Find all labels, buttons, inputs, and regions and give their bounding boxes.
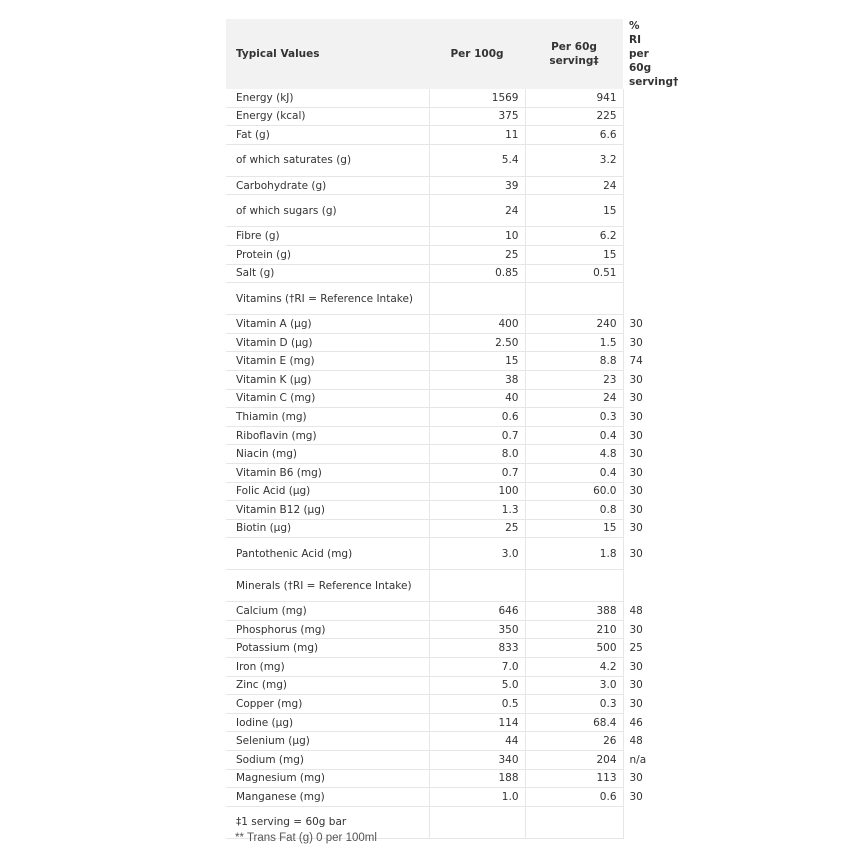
per-100g-value: 38 [429,370,525,389]
per-100g-value: 400 [429,315,525,334]
per-60g-value [525,283,623,315]
per-60g-value [525,806,623,838]
nutrient-name: Vitamin E (mg) [226,352,429,371]
nutrient-name: Zinc (mg) [226,676,429,695]
per-60g-value: 240 [525,315,623,334]
per-100g-value: 1.3 [429,501,525,520]
table-row: Vitamin K (µg) 38 23 30 [226,370,623,389]
per-100g-value: 39 [429,176,525,195]
per-100g-value: 833 [429,639,525,658]
per-100g-value: 25 [429,519,525,538]
table-row: Biotin (µg) 25 15 30 [226,519,623,538]
table-row [226,126,623,145]
nutrient-name: Fat (g) [226,126,429,145]
nutrient-name: Carbohydrate (g) [226,176,429,195]
per-100g-value: 24 [429,195,525,227]
header-per-60g-serving: Per 60g serving‡ [525,19,623,89]
table-row: Vitamin E (mg) 15 8.8 74 [226,352,623,371]
table-row [226,264,623,283]
per-60g-value: 15 [525,245,623,264]
table-row: Pantothenic Acid (mg) 3.0 1.8 30 [226,538,623,570]
table-row [226,107,623,126]
per-60g-value: 0.3 [525,408,623,427]
nutrient-name: Phosphorus (mg) [226,620,429,639]
table-row: Manganese (mg) 1.0 0.6 30 [226,788,623,807]
per-60g-value: 0.4 [525,463,623,482]
per-60g-value: 23 [525,370,623,389]
table-row: Vitamin B12 (µg) 1.3 0.8 30 [226,501,623,520]
nutrient-name: Minerals (†RI = Reference Intake) [226,570,429,602]
per-60g-value: 113 [525,769,623,788]
per-60g-value [525,570,623,602]
per-100g-value: 188 [429,769,525,788]
table-header [226,19,679,89]
nutrient-name: Fibre (g) [226,227,429,246]
per-100g-value: 0.7 [429,426,525,445]
nutrient-name: Sodium (mg) [226,751,429,770]
per-100g-value: 8.0 [429,445,525,464]
table-row: Folic Acid (µg) 100 60.0 30 [226,482,623,501]
per-60g-value: 26 [525,732,623,751]
nutrient-name: Calcium (mg) [226,602,429,621]
per-100g-value: 100 [429,482,525,501]
per-100g-value: 0.85 [429,264,525,283]
table-row: Vitamin D (µg) 2.50 1.5 30 [226,333,623,352]
per-100g-value: 0.5 [429,695,525,714]
per-100g-value: 11 [429,126,525,145]
nutrient-name: Selenium (µg) [226,732,429,751]
table-row: Phosphorus (mg) 350 210 30 [226,620,623,639]
trans-fat-footnote: ** Trans Fat (g) 0 per 100ml [235,832,377,844]
table-row: Selenium (µg) 44 26 48 [226,732,623,751]
per-60g-value: 225 [525,107,623,126]
per-100g-value: 0.6 [429,408,525,427]
per-60g-value: 4.2 [525,658,623,677]
per-60g-value: 500 [525,639,623,658]
per-100g-value: 40 [429,389,525,408]
table-row [226,195,623,227]
per-100g-value: 0.7 [429,463,525,482]
nutrient-name: of which sugars (g) [226,195,429,227]
table-row: Iodine (µg) 114 68.4 46 [226,713,623,732]
table-row: Zinc (mg) 5.0 3.0 30 [226,676,623,695]
per-60g-value: 60.0 [525,482,623,501]
table-row [226,245,623,264]
per-60g-value: 24 [525,389,623,408]
nutrient-name: Iodine (µg) [226,713,429,732]
header-typical-values: Typical Values [226,19,429,89]
per-60g-value: 0.8 [525,501,623,520]
per-100g-value [429,283,525,315]
per-60g-value: 68.4 [525,713,623,732]
per-100g-value: 25 [429,245,525,264]
table-row: Sodium (mg) 340 204 n/a [226,751,623,770]
table-row: Riboflavin (mg) 0.7 0.4 30 [226,426,623,445]
nutrient-name: of which saturates (g) [226,144,429,176]
per-60g-value: 0.6 [525,788,623,807]
nutrient-name: Vitamin B6 (mg) [226,463,429,482]
nutrient-name: Pantothenic Acid (mg) [226,538,429,570]
per-100g-value: 5.0 [429,676,525,695]
nutrient-name: Copper (mg) [226,695,429,714]
per-60g-value: 8.8 [525,352,623,371]
per-100g-value: 7.0 [429,658,525,677]
per-100g-value [429,570,525,602]
per-60g-value: 0.51 [525,264,623,283]
per-100g-value: 350 [429,620,525,639]
nutrient-name: Energy (kJ) [226,89,429,107]
per-100g-value: 44 [429,732,525,751]
per-100g-value: 15 [429,352,525,371]
per-100g-value: 340 [429,751,525,770]
per-100g-value: 375 [429,107,525,126]
per-60g-value: 941 [525,89,623,107]
nutrient-name: Vitamin C (mg) [226,389,429,408]
per-60g-value: 24 [525,176,623,195]
nutrient-name: Thiamin (mg) [226,408,429,427]
per-60g-value: 210 [525,620,623,639]
table-row: Vitamin A (µg) 400 240 30 [226,315,623,334]
nutrient-name: Potassium (mg) [226,639,429,658]
per-60g-value: 15 [525,519,623,538]
nutrient-name: ‡1 serving = 60g bar [226,806,429,838]
per-100g-value: 3.0 [429,538,525,570]
table-row [226,176,623,195]
per-60g-value: 3.2 [525,144,623,176]
per-60g-value: 3.0 [525,676,623,695]
nutrient-name: Folic Acid (µg) [226,482,429,501]
per-60g-value: 388 [525,602,623,621]
table-row [226,227,623,246]
nutrient-name: Biotin (µg) [226,519,429,538]
nutrient-name: Salt (g) [226,264,429,283]
per-100g-value [429,806,525,838]
nutrient-name: Riboflavin (mg) [226,426,429,445]
per-60g-value: 1.5 [525,333,623,352]
table-row: Calcium (mg) 646 388 48 [226,602,623,621]
per-100g-value: 114 [429,713,525,732]
nutrient-name: Vitamins (†RI = Reference Intake) [226,283,429,315]
table-row [226,283,623,315]
table-row [226,570,623,602]
per-100g-value: 1569 [429,89,525,107]
per-60g-value: 204 [525,751,623,770]
nutrient-name: Vitamin A (µg) [226,315,429,334]
nutrient-name: Vitamin K (µg) [226,370,429,389]
header-row: Typical Values Per 100g Per 60g serving‡ % RI per 60g serving† [226,19,623,89]
nutrient-name: Vitamin B12 (µg) [226,501,429,520]
nutrient-name: Niacin (mg) [226,445,429,464]
per-100g-value: 646 [429,602,525,621]
header-per-100g: Per 100g [429,19,525,89]
nutrient-name: Vitamin D (µg) [226,333,429,352]
per-60g-value: 0.4 [525,426,623,445]
nutrient-name: Manganese (mg) [226,788,429,807]
table-row: Thiamin (mg) 0.6 0.3 30 [226,408,623,427]
per-100g-value: 2.50 [429,333,525,352]
nutrient-name: Energy (kcal) [226,107,429,126]
per-60g-value: 6.2 [525,227,623,246]
per-60g-value: 6.6 [525,126,623,145]
table-row: Niacin (mg) 8.0 4.8 30 [226,445,623,464]
per-100g-value: 5.4 [429,144,525,176]
table-row [226,144,623,176]
table-row [226,89,623,107]
nutrient-name: Protein (g) [226,245,429,264]
per-60g-value: 0.3 [525,695,623,714]
table-row: Vitamin B6 (mg) 0.7 0.4 30 [226,463,623,482]
per-60g-value: 15 [525,195,623,227]
per-100g-value: 10 [429,227,525,246]
table-row: Vitamin C (mg) 40 24 30 [226,389,623,408]
table-row: Copper (mg) 0.5 0.3 30 [226,695,623,714]
table-row: Potassium (mg) 833 500 25 [226,639,623,658]
table-row: Magnesium (mg) 188 113 30 [226,769,623,788]
table-body [226,89,647,838]
table-row: Iron (mg) 7.0 4.2 30 [226,658,623,677]
per-100g-value: 1.0 [429,788,525,807]
nutrition-table [226,19,679,839]
nutrient-name: Iron (mg) [226,658,429,677]
per-60g-value: 4.8 [525,445,623,464]
nutrient-name: Magnesium (mg) [226,769,429,788]
per-60g-value: 1.8 [525,538,623,570]
